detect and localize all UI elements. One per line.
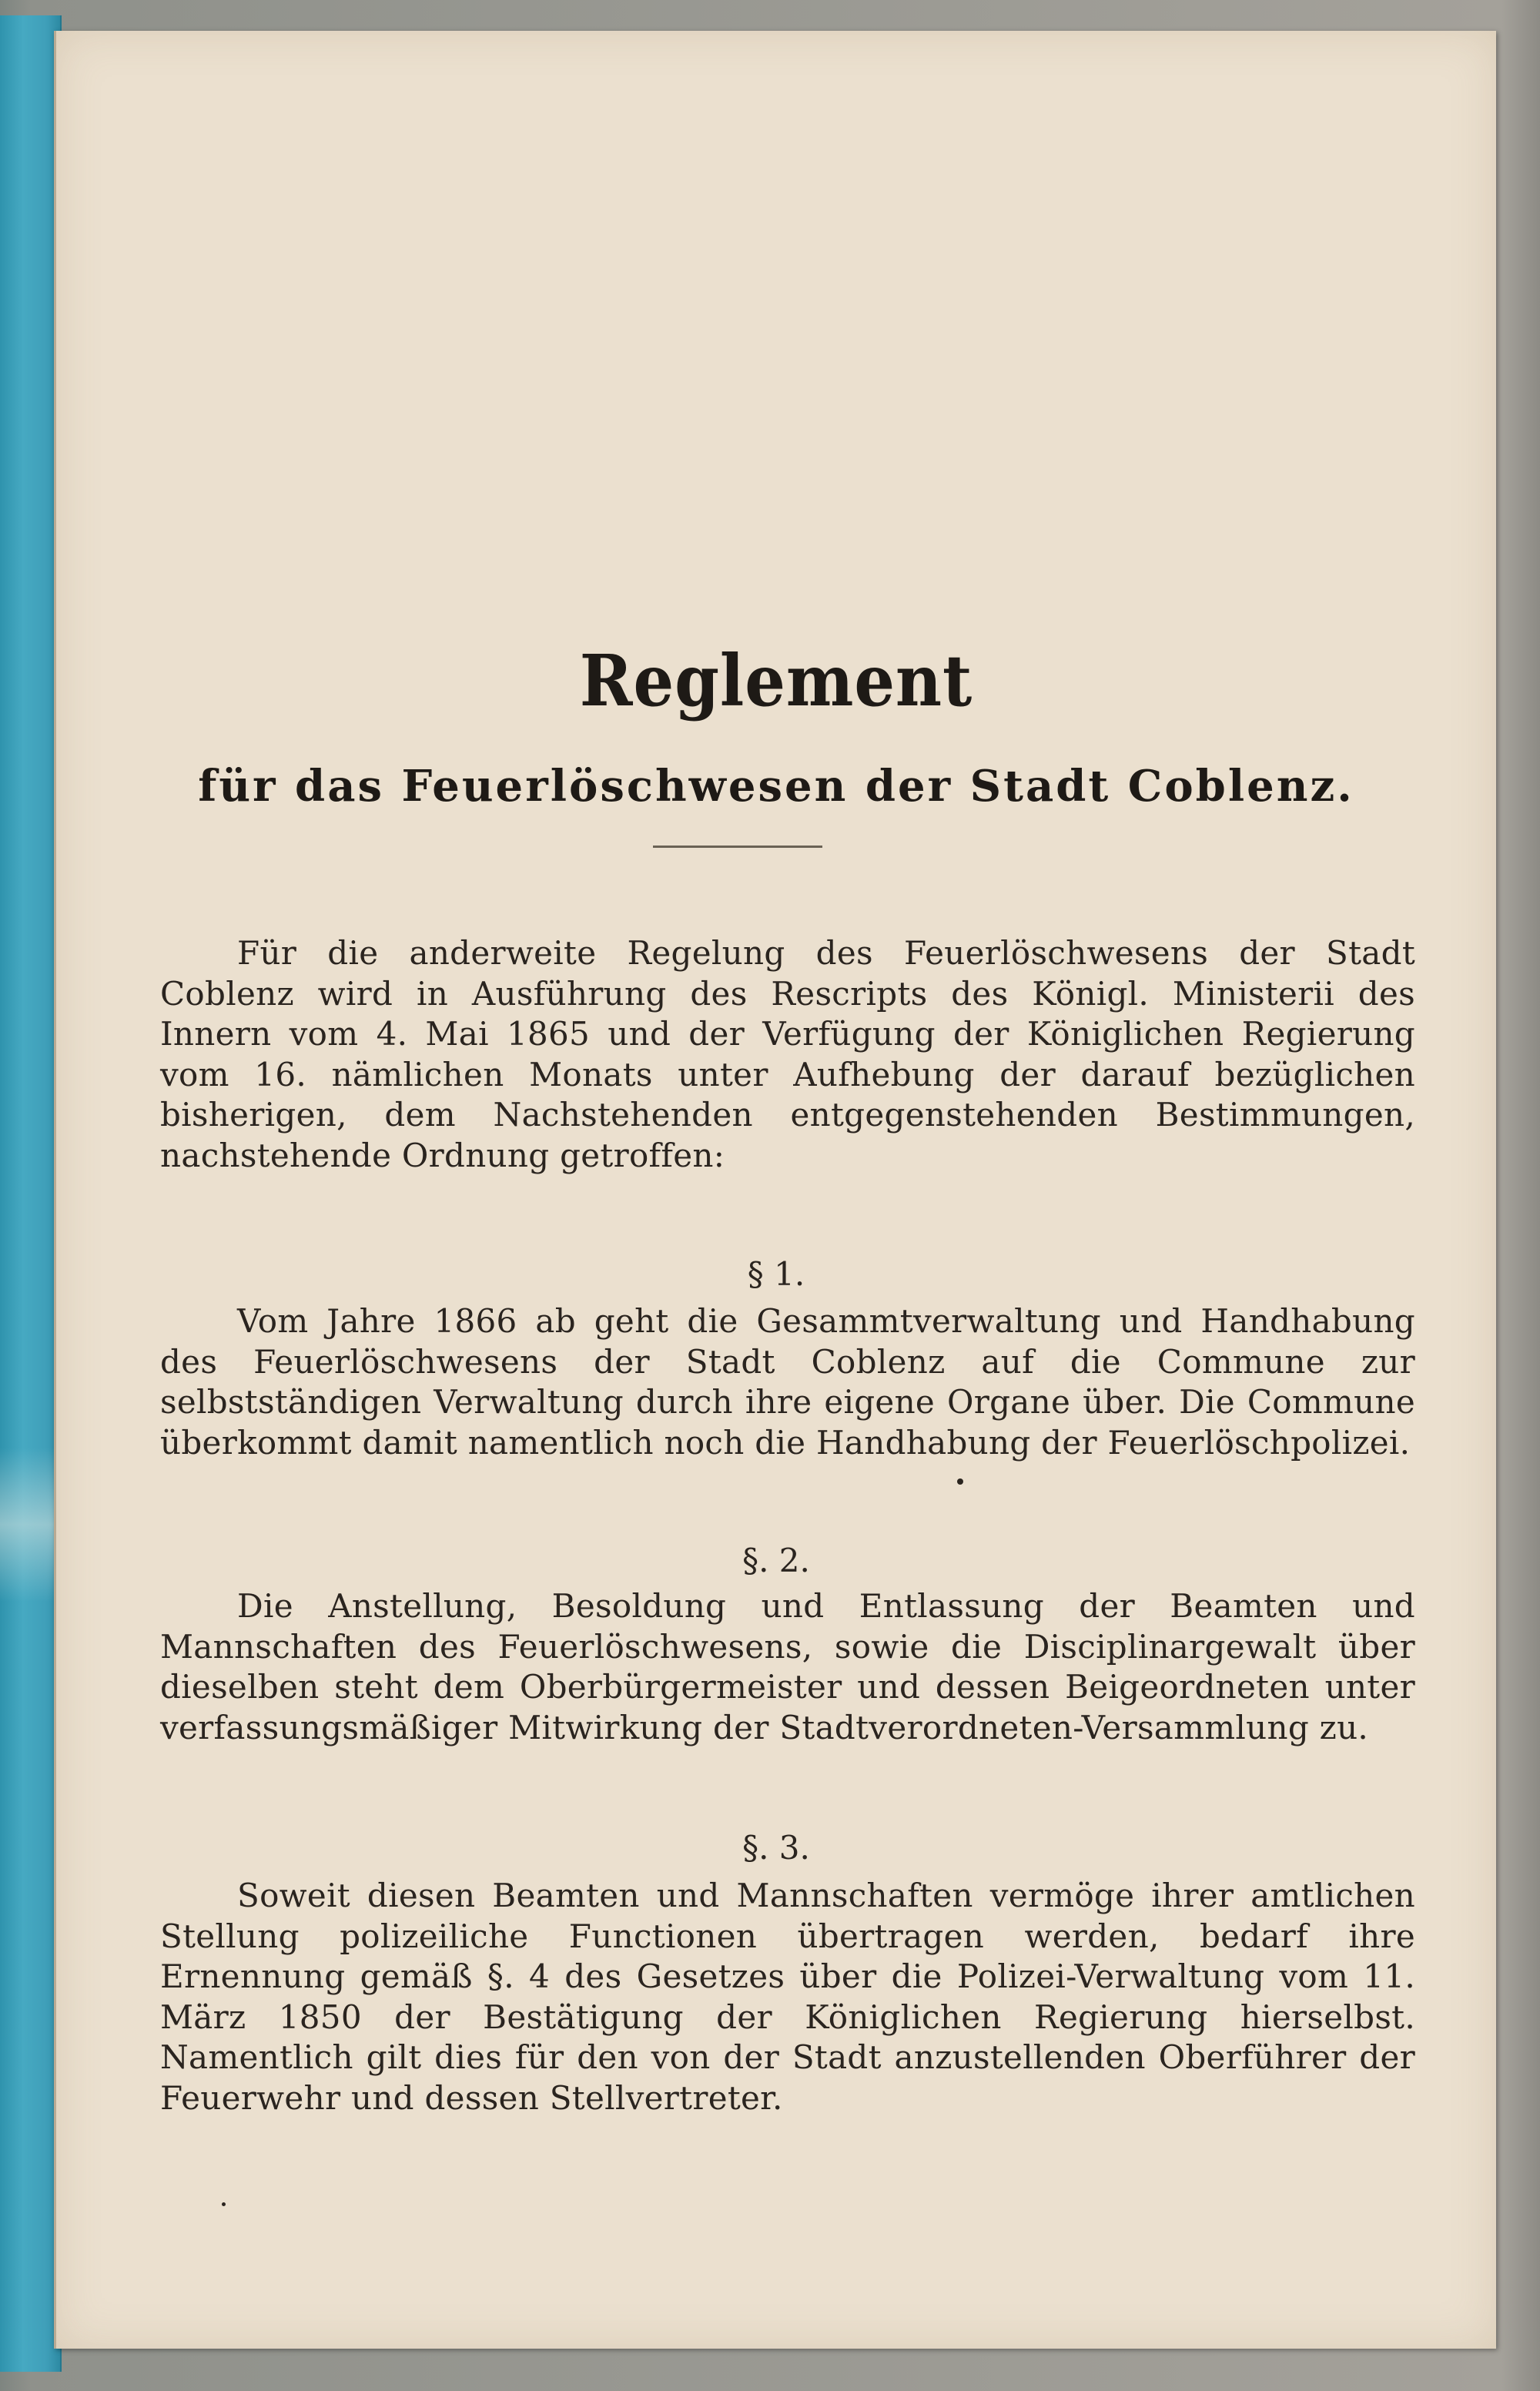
section-3-heading: §. 3. [742,1829,810,1867]
ink-speck [222,2202,226,2206]
intro-paragraph: Für die anderweite Regelung des Feuerlöschwesens der Stadt Coblenz wird in Ausführung des Rescripts des Königl. Ministerii des Innern vom 4. Mai 1865 und der Verfügung der Königlichen Regierung vom 16. nämlichen Monats unter Aufhebung der darauf bezüglichen bisherigen, dem Nachstehenden entgegenstehenden Bestimmungen, nachstehende Ordnung getroffen: [160,934,1415,1174]
document-page [54,31,1496,2349]
section-2-heading: §. 2. [742,1542,810,1579]
ink-speck [957,1478,963,1485]
document-title: Reglement [579,639,973,722]
section-3-text: Soweit diesen Beamten und Mannschaften vermöge ihrer amtlichen Stellung polizeiliche Functionen übertragen werden, bedarf ihre Ernennung gemäß §. 4 des Gesetzes über die Polizei-Verwaltung vom 11. März 1850 der Bestätigung der Königlichen Regierung hierselbst. Namentlich gilt dies für den von der Stadt anzustellenden Oberführer der Feuerwehr und dessen Stellvertreter. [160,1877,1415,2117]
section-2-text: Die Anstellung, Besoldung und Entlassung der Beamten und Mannschaften des Feuerlöschwesens, sowie die Disciplinargewalt über dieselben steht dem Oberbürgermeister und dessen Beigeordneten unter verfassungsmäßiger Mitwirkung der Stadtverordneten-Versammlung zu. [160,1587,1415,1746]
title-divider [653,846,822,848]
binding-thread [0,1448,54,1602]
document-subtitle: für das Feuerlöschwesen der Stadt Coblenz. [198,761,1354,812]
section-1-text: Vom Jahre 1866 ab geht die Gesammtverwaltung und Handhabung des Feuerlöschwesens der Stadt Coblenz auf die Commune zur selbstständigen Verwaltung durch ihre eigene Organe über. Die Commune überkommt damit namentlich noch die Handhabung der Feuerlöschpolizei. [160,1302,1415,1462]
section-1-heading: § 1. [747,1255,805,1293]
booklet-cover-edge [0,15,62,2372]
